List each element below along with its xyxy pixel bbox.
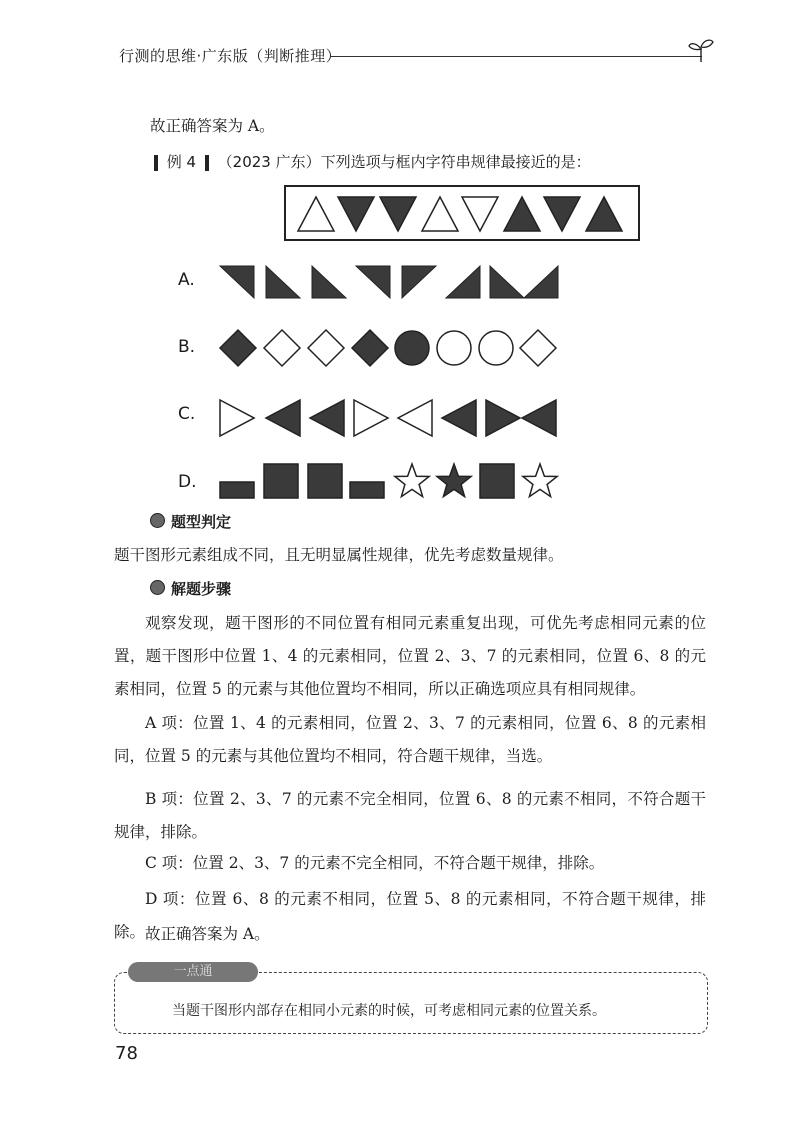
option-a-shape-5 [402,266,436,298]
option-c-shape-7 [486,400,520,436]
option-d-shape-5 [395,464,429,497]
section-bullet-icon [150,513,165,528]
option-c-shape-6 [442,400,476,436]
intro-answer-line: 故正确答案为 A。 [150,117,275,135]
option-a-figures [216,262,562,302]
puzzle-shape-6 [504,197,540,231]
puzzle-shape-4 [422,197,458,231]
type-heading-text: 题型判定 [171,513,232,531]
option-c-shape-1 [220,400,254,436]
option-b-shape-2 [264,330,300,366]
puzzle-shape-2 [338,197,374,231]
page-number: 78 [115,1043,138,1064]
option-b-shape-6 [437,331,471,365]
puzzle-shape-1 [298,197,334,231]
option-d-figures [216,460,562,502]
option-b-shape-3 [308,330,344,366]
option-a-shape-7 [490,266,524,298]
option-d-shape-4 [350,482,384,498]
steps-paragraph-b: B 项：位置 2、3、7 的元素不完全相同，位置 6、8 的元素不相同，不符合题干规律，排除。 [114,790,706,841]
option-a-shape-6 [446,266,480,298]
option-c-shape-4 [354,400,388,436]
option-c-figures [216,396,562,440]
header-rule [330,56,702,57]
tip-text: 当题干图形内部存在相同小元素的时候，可考虑相同元素的位置关系。 [172,1003,606,1019]
option-a-label: A. [178,270,195,290]
option-c-label: C. [178,404,196,424]
running-header: 行测的思维·广东版（判断推理） [119,47,342,65]
option-b-shape-7 [479,331,513,365]
option-d-shape-6 [437,464,471,497]
option-a-shape-4 [356,266,390,298]
option-c-shape-2 [266,400,300,436]
option-d-shape-1 [220,482,254,498]
section-bullet-icon [150,580,165,595]
option-b-shape-5 [395,331,429,365]
option-a-shape-8 [524,266,558,298]
option-a-shape-1 [220,266,254,298]
puzzle-figure-shapes [286,187,638,239]
option-c-shape-8 [522,400,556,436]
steps-heading [150,578,231,599]
option-d-shape-7 [480,464,514,498]
puzzle-shape-8 [586,197,622,231]
option-a-shape-3 [312,266,346,298]
option-b-figures [216,326,562,370]
option-b-shape-4 [352,330,388,366]
steps-paragraph-1: 观察发现，题干图形的不同位置有相同元素重复出现，可优先考虑相同元素的位置，题干图形中位置 1、4 的元素相同，位置 2、3、7 的元素相同，位置 6、8 的元素相同，位置 5 的元素与其他位置均不相同，所以正确选项应具有相同规律。 [114,614,706,698]
option-c-shape-3 [310,400,344,436]
puzzle-shape-3 [380,197,416,231]
example-heading [150,151,591,172]
sprout-icon [686,34,716,64]
option-a-shape-2 [266,266,300,298]
option-b-shape-1 [220,330,256,366]
example-question: 下列选项与框内字符串规律最接近的是： [320,153,591,171]
option-c-shape-5 [398,400,432,436]
tip-label: 一点通 [128,962,258,982]
example-source: （2023 广东） [217,153,321,171]
steps-paragraph-d: D 项：位置 6、8 的元素不相同，位置 5、8 的元素相同，不符合题干规律，排除。 [114,890,706,941]
example-mark-left [154,155,158,171]
type-text: 题干图形元素组成不同，且无明显属性规律，优先考虑数量规律。 [114,546,564,564]
option-b-shape-8 [520,330,556,366]
steps-heading-text: 解题步骤 [171,580,232,598]
option-d-shape-8 [523,464,557,497]
option-b-label: B. [178,337,196,357]
option-d-shape-3 [308,464,342,498]
example-mark-right [205,155,209,171]
type-heading [150,511,231,532]
puzzle-shape-5 [462,197,498,231]
option-d-label: D. [178,472,197,492]
puzzle-shape-7 [544,197,580,231]
steps-answer-line: 故正确答案为 A。 [145,925,270,943]
steps-paragraph-c: C 项：位置 2、3、7 的元素不完全相同，不符合题干规律，排除。 [145,854,605,872]
option-d-shape-2 [264,464,298,498]
example-tag: 例 4 [166,153,197,171]
steps-paragraph-a: A 项：位置 1、4 的元素相同，位置 2、3、7 的元素相同，位置 6、8 的元素相同，位置 5 的元素与其他位置均不相同，符合题干规律，当选。 [114,714,706,765]
